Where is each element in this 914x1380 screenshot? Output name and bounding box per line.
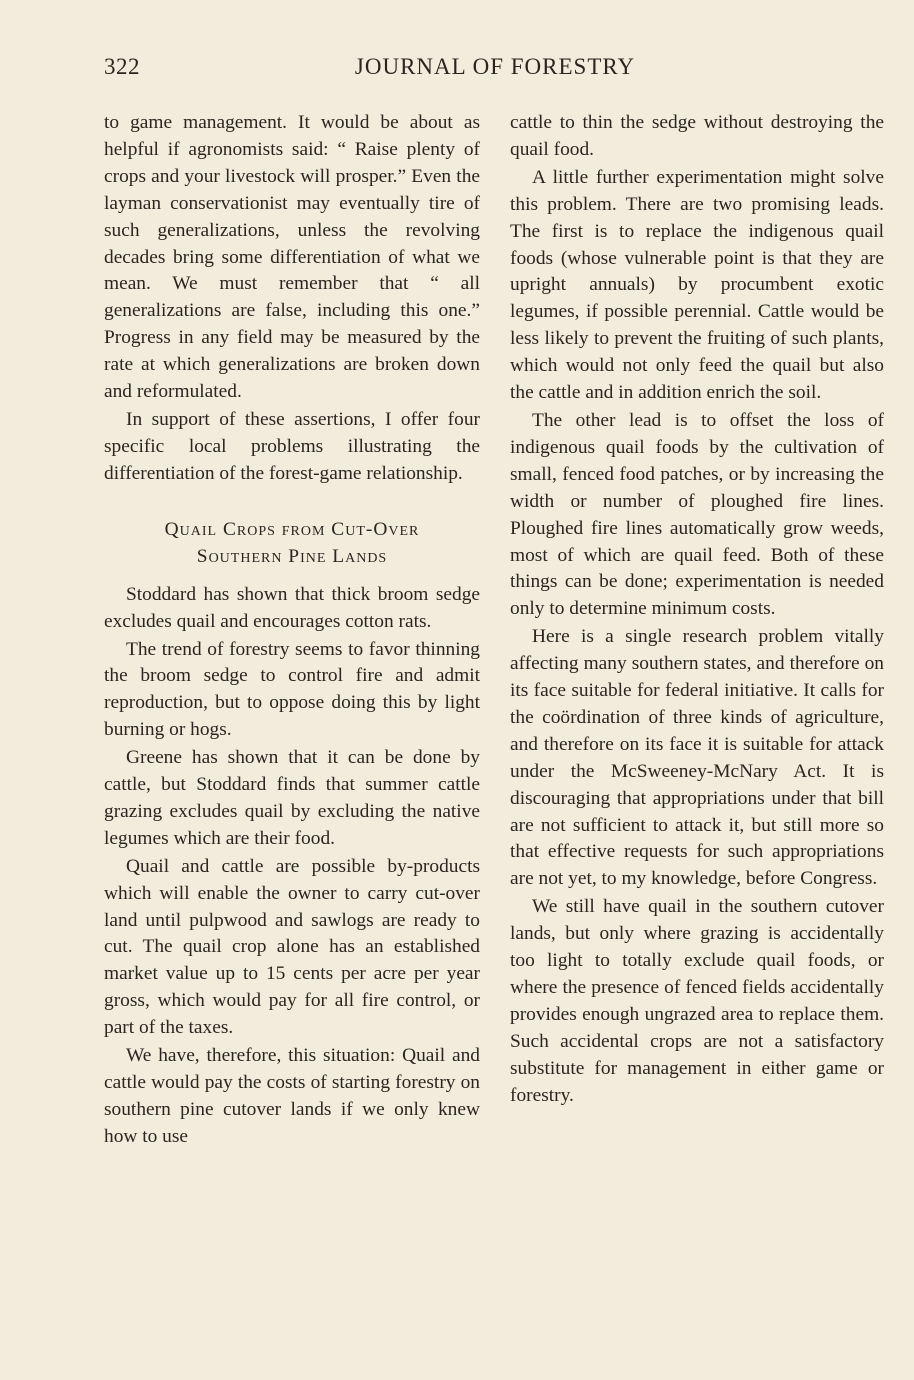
section-heading-line-1: Quail Crops from Cut-Over [164, 518, 420, 540]
paragraph: In support of these assertions, I offer four specific local problems illustrating the differentiation of the forest-game relationship. [104, 408, 480, 484]
paragraph: The trend of forestry seems to favor thinning the broom sedge to control fire and admit reproduction, but to oppose doing this by light burning or hogs. [104, 638, 480, 741]
paragraph: We have, therefore, this situation: Quail and cattle would pay the costs of starting forestry on southern pine cutover lands if we only knew how to use [104, 1045, 480, 1147]
paragraph: We still have quail in the southern cutover lands, but only where grazing is accidentally too light to totally exclude quail foods, or where the presence of fenced fields accidentally provides enough ungrazed area to replace them. Such accidental crops are not a satisfactory substitute for management in either game or forestry. [510, 896, 884, 1106]
paragraph: A little further experimentation might solve this problem. There are two promising leads. The first is to replace the indigenous quail foods (whose vulnerable point is that they are upright annuals) by procumbent exotic legumes, if possible perennial. Cattle would be less likely to prevent the fruiting of such plants, which would not only feed the quail but also the cattle and in addition enrich the soil. [510, 166, 884, 404]
paragraph: Quail and cattle are possible by-products which will enable the owner to carry cut-over land until pulpwood and sawlogs are ready to cut. The quail crop alone has an established market value up to 15 cents per acre per year gross, which would pay for all fire control, or part of the taxes. [104, 855, 480, 1039]
paragraph: cattle to thin the sedge without destroying the quail food. [510, 112, 884, 160]
paragraph: Greene has shown that it can be done by cattle, but Stoddard finds that summer cattle grazing excludes quail by excluding the native legumes which are their food. [104, 747, 480, 849]
page-number: 322 [104, 54, 140, 79]
paragraph: to game management. It would be about as helpful if agronomists said: “ Raise plenty of crops and your livestock will prosper.” Even the layman conservationist may eventually tire of such generalizations, unless the revolving decades bring some differentiation of what we mean. We must remember that “ all generalizations are false, including this one.” Progress in any field may be measured by the rate at which generalizations are broken down and reformulated. [104, 112, 480, 403]
section-heading-line-2: Southern Pine Lands [196, 545, 388, 567]
journal-title: JOURNAL OF FORESTRY [354, 54, 636, 79]
left-column [104, 110, 480, 1152]
paragraph: Stoddard has shown that thick broom sedge excludes quail and encourages cotton rats. [104, 583, 480, 632]
right-column [510, 110, 884, 1111]
paragraph: Here is a single research problem vitally affecting many southern states, and therefore on its face suitable for federal initiative. It calls for the coördination of three kinds of agriculture, and therefore on its face it is suitable for attack under the McSweeney-McNary Act. It is discouraging that appropriations under that bill are not sufficient to attack it, but still more so that effective requests for such appropriations are not yet, to my knowledge, before Congress. [510, 626, 884, 890]
section-heading [104, 516, 480, 570]
page-header [104, 54, 886, 84]
paragraph: The other lead is to offset the loss of indigenous quail foods by the cultivation of small, fenced food patches, or by increasing the width or number of ploughed fire lines. Ploughed fire lines automatically grow weeds, most of which are quail feed. Both of these things can be done; experimentation is needed only to determine minimum costs. [510, 409, 884, 620]
